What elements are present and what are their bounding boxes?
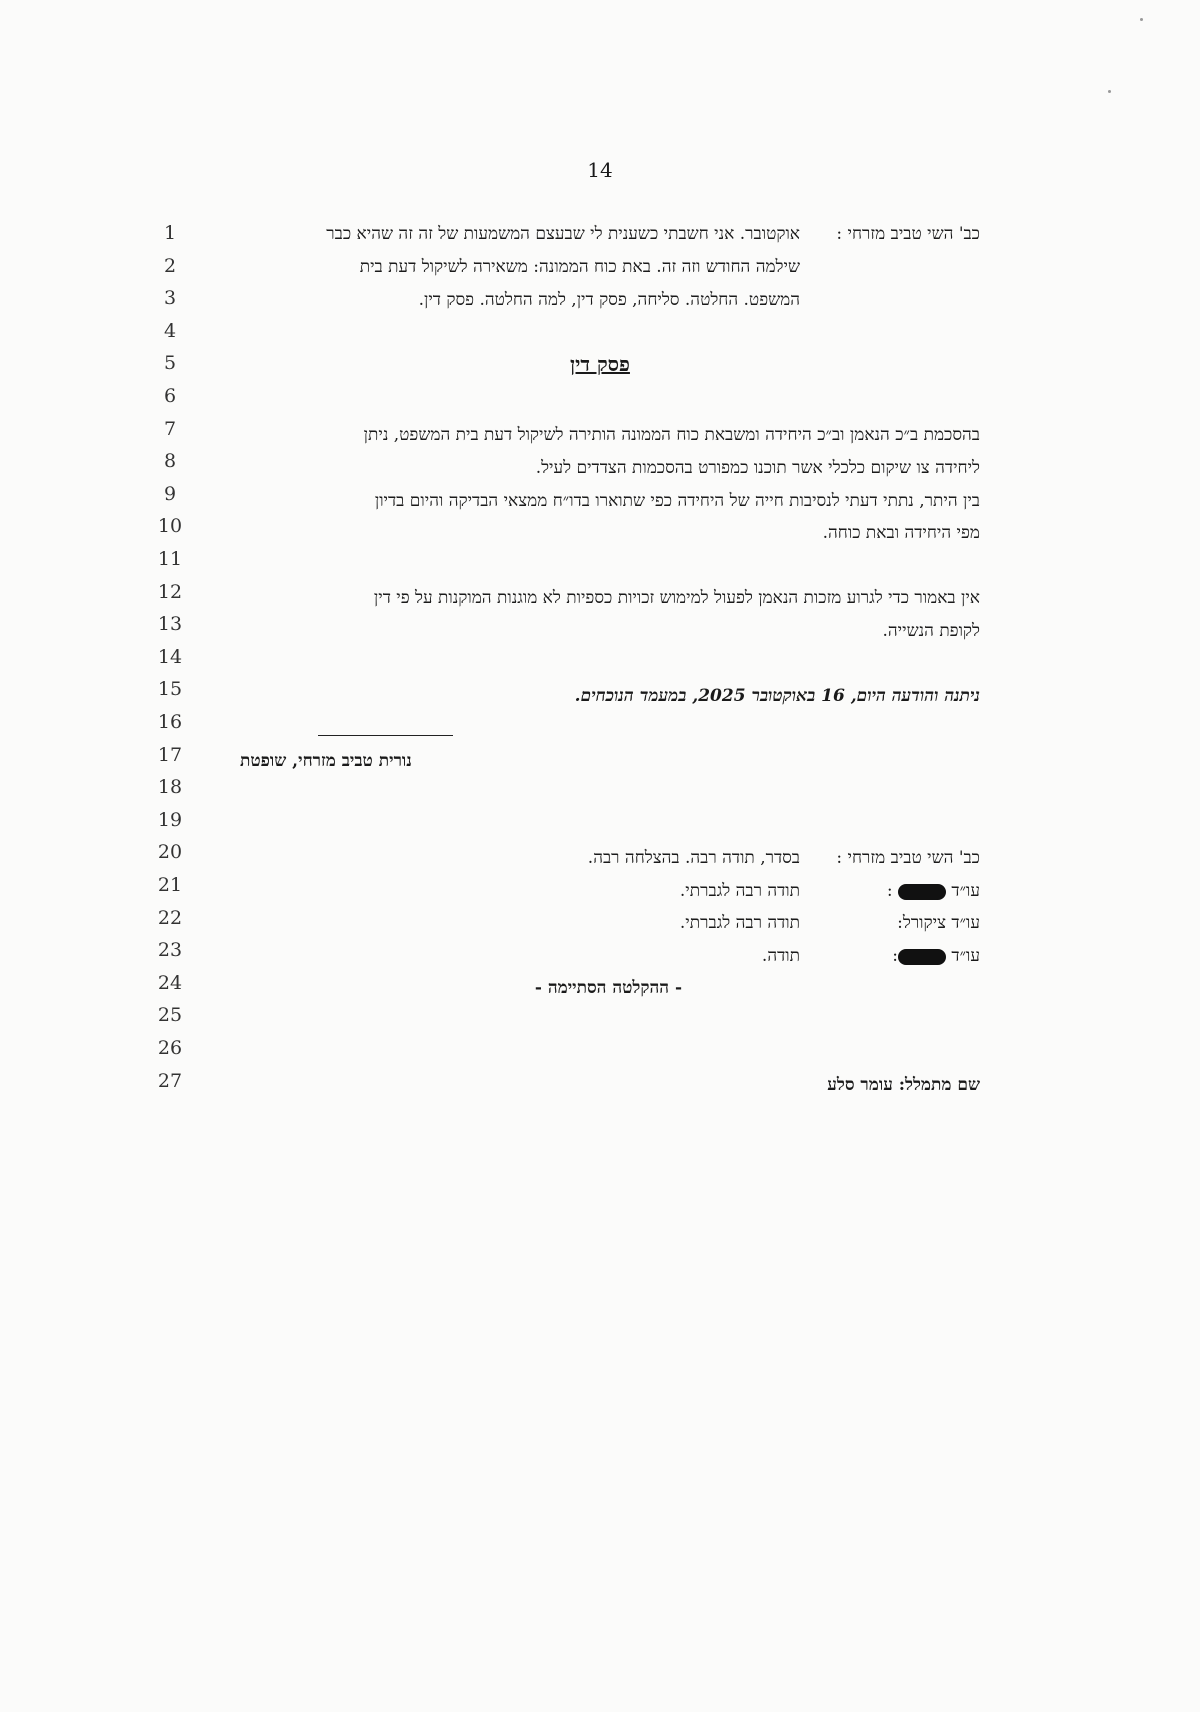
line-number: 2 — [163, 254, 177, 277]
speaker-22: עו״ד ציקורל: — [897, 913, 980, 933]
para3-line1: אין באמור כדי לגרוע מזכות הנאמן לפעול למימוש זכויות כספיות לא מוגנות המוקנות על פי דין — [373, 588, 980, 608]
redaction-mark — [898, 949, 946, 965]
text-line-23: תודה. — [761, 946, 800, 966]
para1-line1: בהסכמת ב״כ הנאמן וב״כ היחידה ומשבאת כוח הממונה הותירה לשיקול דעת בית המשפט, ניתן — [363, 425, 980, 445]
para1-line2: ליחידה צו שיקום כלכלי אשר תוכנו כמפורט בהסכמות הצדדים לעיל. — [535, 458, 980, 478]
line-number: 10 — [157, 515, 183, 538]
line-number: 3 — [163, 287, 177, 310]
line-number: 24 — [157, 971, 183, 994]
line-number: 22 — [157, 906, 183, 929]
para3-line2: לקופת הנשייה. — [882, 621, 980, 641]
speaker-judge-2: כב' השי טביב מזרחי : — [836, 848, 980, 868]
line-number: 26 — [157, 1037, 183, 1059]
redaction-mark — [898, 884, 946, 900]
given-date-line: ניתנה והודעה היום, 16 באוקטובר 2025, במעמד הנוכחים. — [574, 686, 980, 706]
line-number: 7 — [163, 417, 177, 440]
line-number: 12 — [157, 580, 183, 603]
judge-signature: נורית טביב מזרחי, שופטת — [240, 751, 412, 771]
line-number: 9 — [163, 482, 177, 505]
line-number: 1 — [163, 222, 177, 244]
text-line-20: בסדר, תודה רבה. בהצלחה רבה. — [587, 848, 800, 868]
speaker-judge: כב' השי טביב מזרחי : — [836, 224, 980, 244]
speaker-23: עו״ד : — [892, 946, 980, 966]
text-line-2: שילמה החודש וזה זה. באת כוח הממונה: משאירה לשיקול דעת בית — [359, 257, 800, 277]
line-number: 23 — [157, 939, 183, 962]
line-number: 15 — [157, 678, 183, 701]
line-number: 5 — [163, 352, 177, 375]
para2-line2: מפי היחידה ובאת כוחה. — [822, 523, 980, 543]
line-number: 19 — [157, 808, 183, 831]
scan-speck — [1140, 18, 1143, 21]
text-line-3: המשפט. החלטה. סליחה, פסק דין, למה החלטה. פסק דין. — [418, 290, 800, 310]
verdict-title: פסק דין — [570, 352, 630, 376]
page-number: 14 — [587, 158, 613, 182]
line-number: 18 — [157, 776, 183, 799]
text-line-1: אוקטובר. אני חשבתי כשענית לי שבעצם המשמעות של זה זה שהיא כבר — [326, 224, 800, 244]
line-number: 8 — [163, 450, 177, 473]
line-number: 16 — [157, 711, 183, 733]
text-line-21: תודה רבה לגברתי. — [679, 881, 800, 901]
para2-line1: בין היתר, נתתי דעתי לנסיבות חייה של היחידה כפי שתוארו בדו״ח ממצאי הבדיקה והיום בדיון — [374, 491, 980, 511]
line-number: 11 — [157, 548, 183, 570]
signature-line — [318, 735, 453, 736]
line-number: 6 — [163, 385, 177, 407]
text-line-22: תודה רבה לגברתי. — [679, 913, 800, 933]
line-number: 13 — [157, 613, 183, 636]
line-number: 21 — [157, 874, 183, 896]
line-number: 17 — [157, 743, 183, 766]
line-number: 27 — [157, 1069, 183, 1092]
transcriber-name: שם מתמלל: עומר סלע — [827, 1075, 980, 1095]
line-number: 20 — [157, 841, 183, 864]
scan-speck — [1108, 90, 1111, 93]
line-number: 4 — [163, 319, 177, 342]
line-number: 14 — [157, 645, 183, 668]
speaker-21: עו״ד : — [886, 881, 980, 901]
recording-end-note: - ההקלטה הסתיימה - — [534, 978, 682, 998]
line-number: 25 — [157, 1004, 183, 1027]
